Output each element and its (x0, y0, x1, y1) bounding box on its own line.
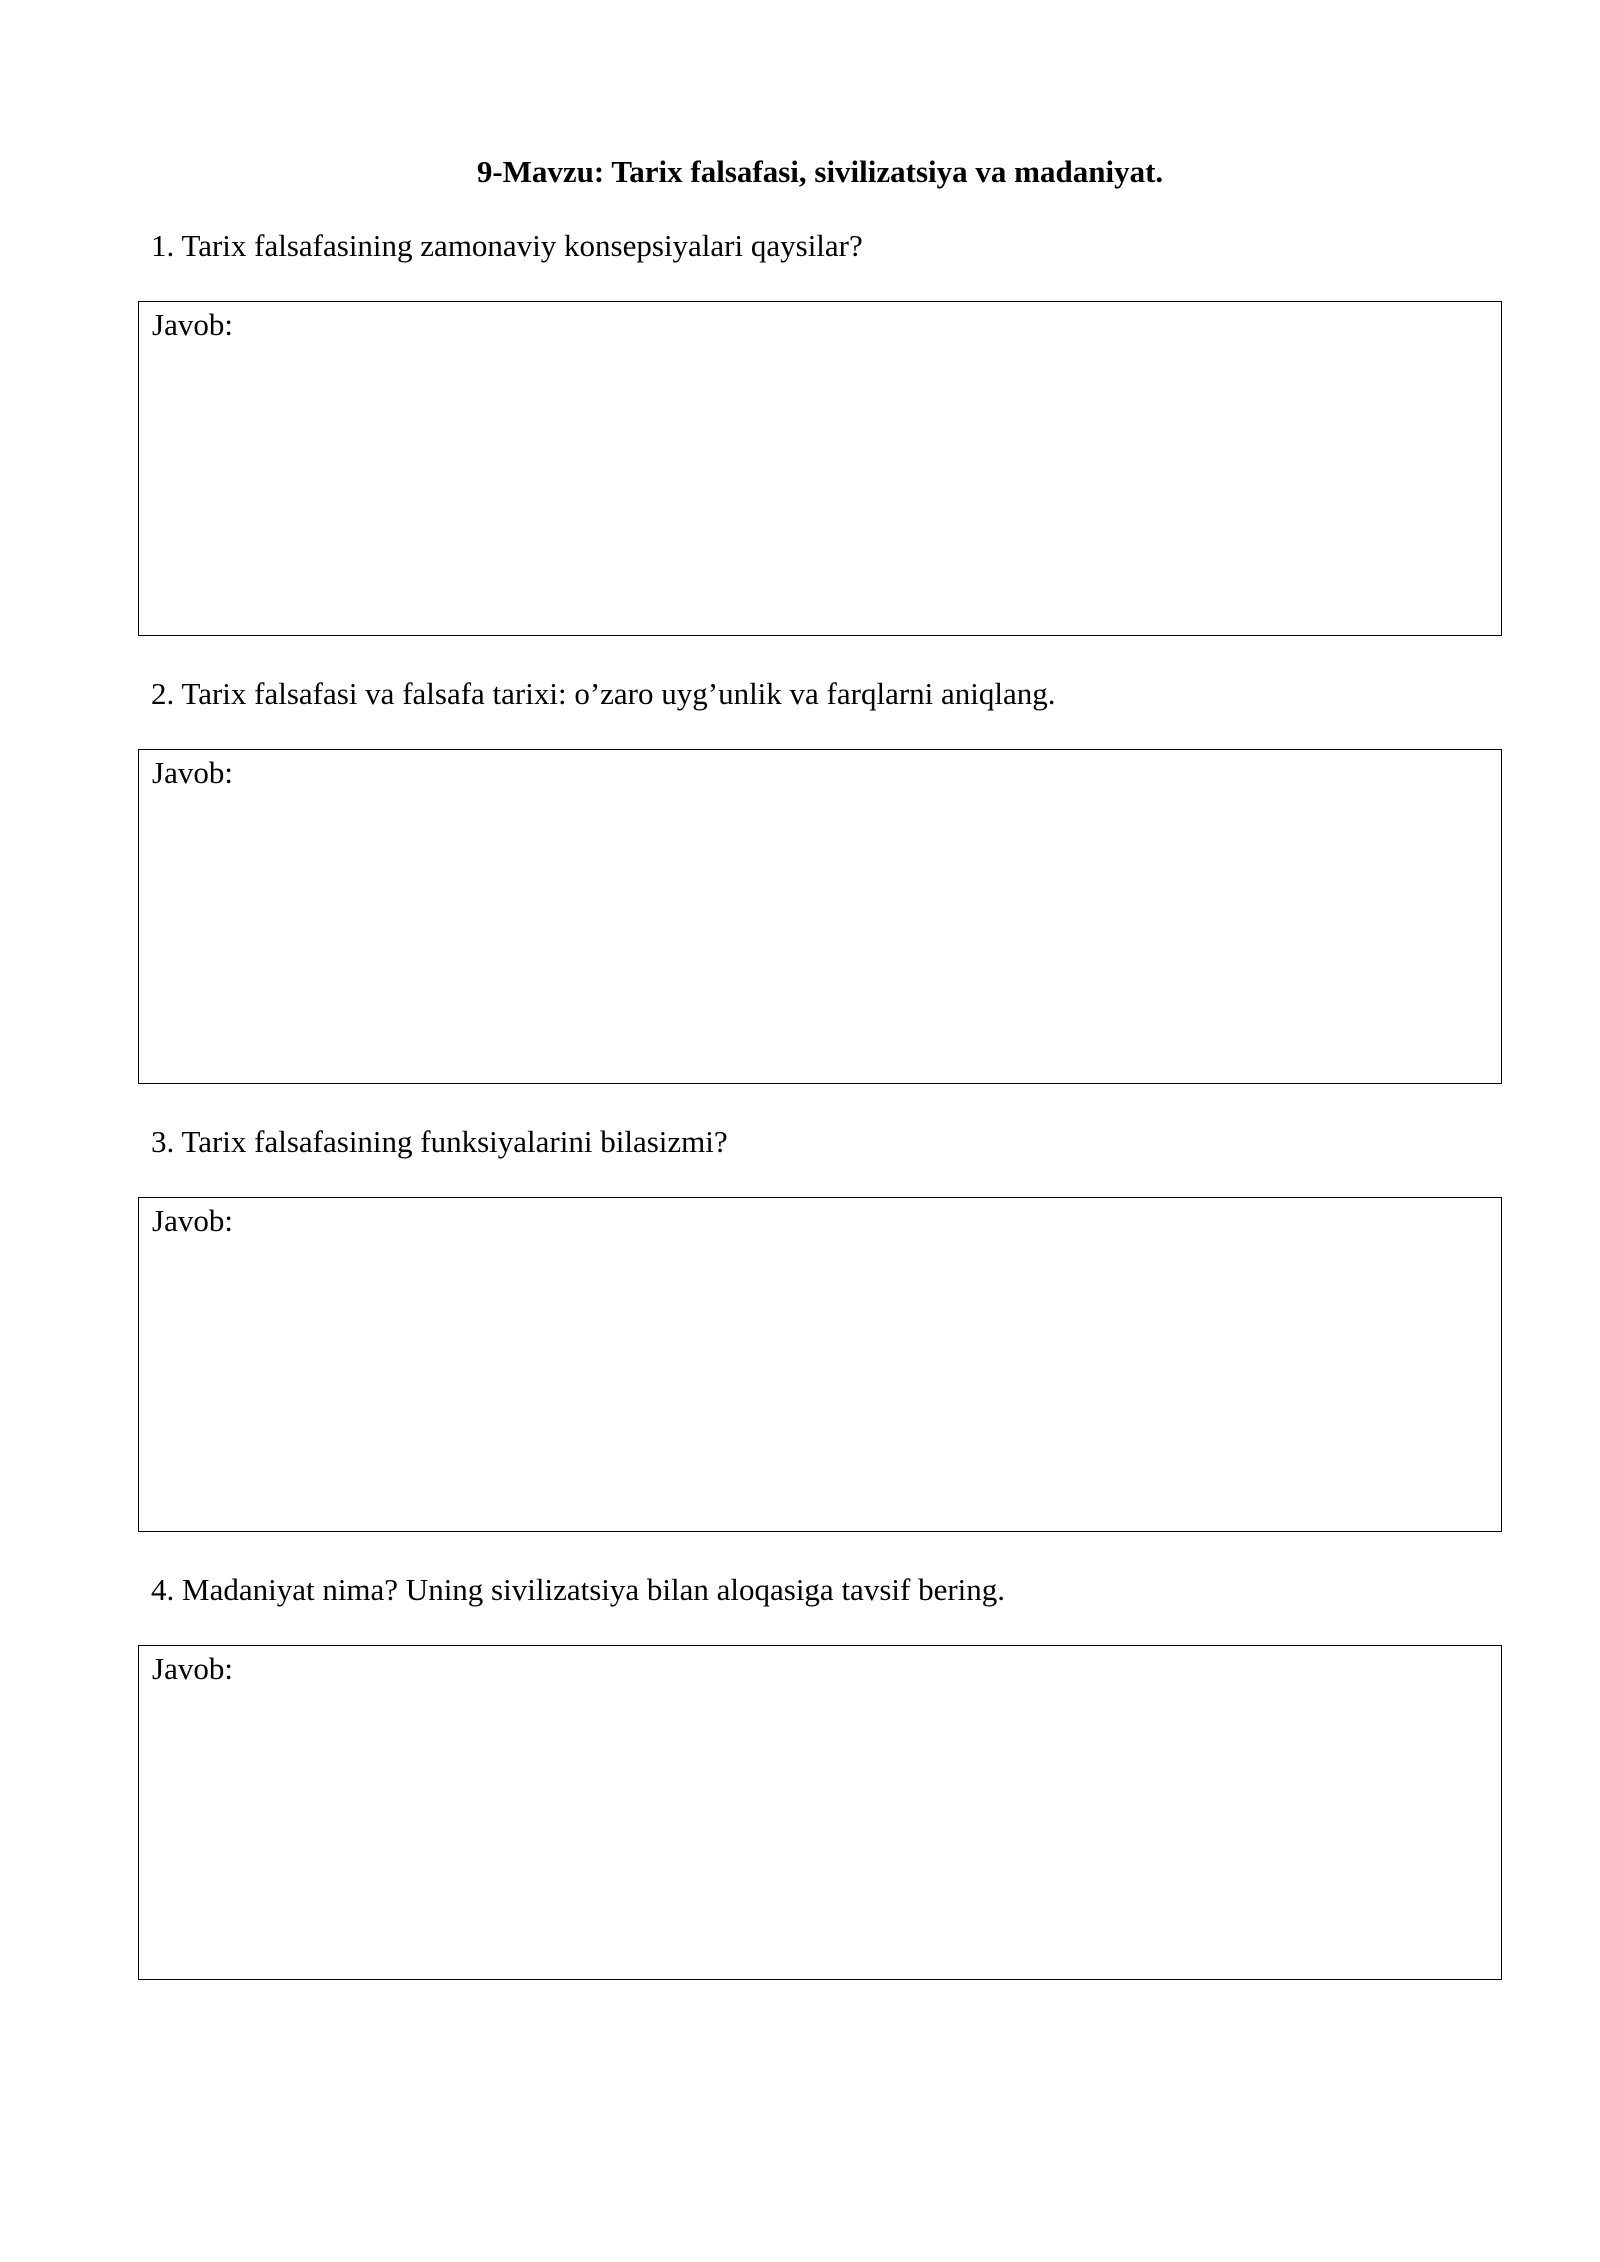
answer-box-1[interactable] (138, 301, 1502, 636)
answer-box-3[interactable] (138, 1197, 1502, 1532)
answer-box-2[interactable] (138, 749, 1502, 1084)
question-1: 1. Tarix falsafasining zamonaviy konsepsiyalari qaysilar? (151, 228, 863, 263)
question-4: 4. Madaniyat nima? Uning sivilizatsiya bilan aloqasiga tavsif bering. (151, 1572, 1006, 1607)
answer-label-4: Javob: (152, 1651, 233, 1686)
page-title: 9-Mavzu: Tarix falsafasi, sivilizatsiya va madaniyat. (476, 154, 1164, 189)
question-3: 3. Tarix falsafasining funksiyalarini bilasizmi? (151, 1124, 728, 1159)
question-2: 2. Tarix falsafasi va falsafa tarixi: o’zaro uyg’unlik va farqlarni aniqlang. (151, 676, 1056, 711)
answer-label-2: Javob: (152, 755, 233, 790)
answer-label-1: Javob: (152, 307, 233, 342)
answer-label-3: Javob: (152, 1203, 233, 1238)
answer-box-4[interactable] (138, 1645, 1502, 1980)
